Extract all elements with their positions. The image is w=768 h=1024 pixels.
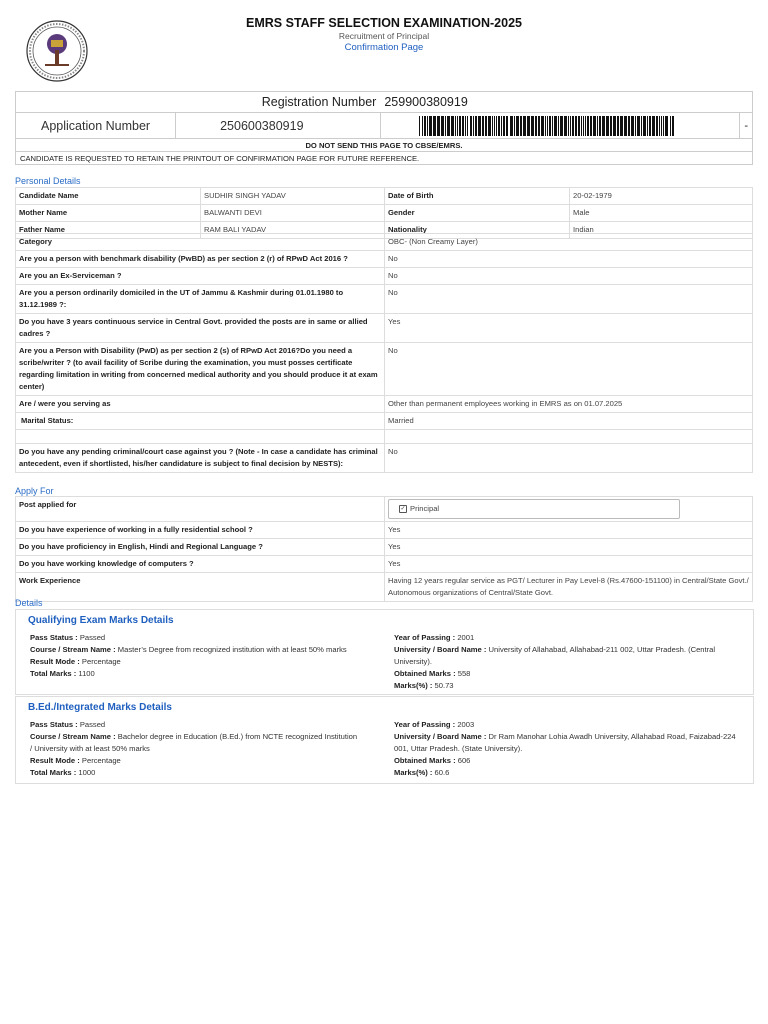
barcode-dash: - bbox=[740, 113, 753, 139]
residential-school-question: Do you have experience of working in a fully residential school ? bbox=[16, 522, 385, 539]
exam-title: EMRS STAFF SELECTION EXAMINATION-2025 bbox=[246, 16, 522, 30]
qualifying-exam-title: Qualifying Exam Marks Details bbox=[28, 615, 174, 626]
bed-marks-box bbox=[15, 696, 754, 784]
retain-printout-notice: CANDIDATE IS REQUESTED TO RETAIN THE PRINTOUT OF CONFIRMATION PAGE FOR FUTURE REFERENCE. bbox=[16, 152, 753, 165]
confirmation-page-title: Confirmation Page bbox=[344, 42, 424, 53]
nationality-value: Indian bbox=[570, 222, 753, 239]
jk-domicile-answer: No bbox=[385, 285, 753, 314]
central-service-question: Do you have 3 years continuous service in Central Govt. provided the posts are in same or allied cadres ? bbox=[16, 314, 385, 343]
application-number-label: Application Number bbox=[16, 113, 176, 139]
criminal-case-question: Do you have any pending criminal/court case against you ? (Note - In case a candidate has criminal antecedent, even if shortlisted, his/her candidature is subject to final decision by NESTS): bbox=[16, 444, 385, 473]
bed-right-col bbox=[394, 719, 744, 779]
pwbd-question: Are you a person with benchmark disability (PwBD) as per section 2 (r) of RPwD Act 2016 ? bbox=[16, 251, 385, 268]
total-marks-value: 1000 bbox=[78, 768, 96, 777]
percentage-value: 60.6 bbox=[434, 768, 450, 777]
computer-knowledge-question: Do you have working knowledge of computers ? bbox=[16, 556, 385, 573]
pwbd-answer: No bbox=[385, 251, 753, 268]
spacer-cell bbox=[385, 430, 753, 444]
candidate-name-value: SUDHIR SINGH YADAV bbox=[201, 188, 385, 205]
checkbox-checked-icon[interactable]: ✓ bbox=[400, 506, 406, 512]
ex-serviceman-question: Are you an Ex-Serviceman ? bbox=[16, 268, 385, 285]
year-value: 2001 bbox=[457, 633, 475, 642]
personal-details-heading: Personal Details bbox=[15, 176, 81, 186]
details-heading: Details bbox=[15, 598, 43, 608]
criminal-case-answer: No bbox=[385, 444, 753, 473]
year-label: Year of Passing : bbox=[394, 633, 456, 642]
gender-value: Male bbox=[570, 205, 753, 222]
pass-status-label: Pass Status : bbox=[30, 720, 78, 729]
barcode-cell bbox=[380, 113, 739, 139]
obtained-marks-label: Obtained Marks : bbox=[394, 669, 456, 678]
do-not-send-notice: DO NOT SEND THIS PAGE TO CBSE/EMRS. bbox=[16, 139, 753, 152]
qualifying-exam-box bbox=[15, 609, 754, 695]
pass-status-label: Pass Status : bbox=[30, 633, 78, 642]
pass-status-value: Passed bbox=[79, 720, 106, 729]
year-value: 2003 bbox=[457, 720, 475, 729]
serving-as-answer: Other than permanent employees working in EMRS as on 01.07.2025 bbox=[385, 396, 753, 413]
percentage-label: Marks(%) : bbox=[394, 768, 433, 777]
marital-status-value: Married bbox=[385, 413, 753, 430]
category-value: OBC- (Non Creamy Layer) bbox=[385, 234, 753, 251]
personal-questions-table bbox=[15, 233, 753, 473]
result-mode-value: Percentage bbox=[81, 657, 121, 666]
course-value: Bachelor degree in Education (B.Ed.) from NCTE recognized Institution / University with at least 50% marks bbox=[30, 732, 358, 753]
post-applied-value: Principal bbox=[410, 504, 440, 513]
scribe-answer: No bbox=[385, 343, 753, 396]
ex-serviceman-answer: No bbox=[385, 268, 753, 285]
mother-name-value: BALWANTI DEVI bbox=[201, 205, 385, 222]
spacer-cell bbox=[16, 430, 385, 444]
bed-left-col bbox=[30, 719, 360, 779]
central-service-answer: Yes bbox=[385, 314, 753, 343]
computer-knowledge-answer: Yes bbox=[385, 556, 753, 573]
gender-label: Gender bbox=[385, 205, 570, 222]
course-label: Course / Stream Name : bbox=[30, 645, 116, 654]
dob-value: 20-02-1979 bbox=[570, 188, 753, 205]
pass-status-value: Passed bbox=[79, 633, 106, 642]
registration-number-value: 259900380919 bbox=[380, 92, 752, 113]
qualifying-right-col bbox=[394, 632, 744, 692]
university-label: University / Board Name : bbox=[394, 732, 487, 741]
result-mode-label: Result Mode : bbox=[30, 756, 80, 765]
total-marks-value: 1100 bbox=[78, 669, 95, 678]
result-mode-value: Percentage bbox=[81, 756, 121, 765]
language-proficiency-question: Do you have proficiency in English, Hindi and Regional Language ? bbox=[16, 539, 385, 556]
serving-as-question: Are / were you serving as bbox=[16, 396, 385, 413]
category-label: Category bbox=[16, 234, 385, 251]
apply-for-heading: Apply For bbox=[15, 486, 54, 496]
bed-marks-title: B.Ed./Integrated Marks Details bbox=[28, 702, 172, 713]
father-name-label: Father Name bbox=[16, 222, 201, 239]
percentage-label: Marks(%) : bbox=[394, 681, 433, 690]
marital-status-label: Marital Status: bbox=[16, 413, 385, 430]
course-label: Course / Stream Name : bbox=[30, 732, 116, 741]
obtained-marks-value: 558 bbox=[457, 669, 471, 678]
total-marks-label: Total Marks : bbox=[30, 669, 77, 678]
work-experience-value: Having 12 years regular service as PGT/ Lecturer in Pay Level-8 (Rs.47600-151100) in Central/State Govt./ Autonomous organizations of Central/State Govt. bbox=[385, 573, 753, 602]
apply-for-table bbox=[15, 496, 753, 602]
year-label: Year of Passing : bbox=[394, 720, 456, 729]
candidate-name-label: Candidate Name bbox=[16, 188, 201, 205]
father-name-value: RAM BALI YADAV bbox=[201, 222, 385, 239]
dob-label: Date of Birth bbox=[385, 188, 570, 205]
personal-basic-table bbox=[15, 187, 753, 239]
course-value: Master’s Degree from recognized institution with at least 50% marks bbox=[117, 645, 347, 654]
university-value: University of Allahabad, Allahabad-211 002, Uttar Pradesh. (Central University). bbox=[394, 645, 716, 666]
university-label: University / Board Name : bbox=[394, 645, 487, 654]
work-experience-label: Work Experience bbox=[16, 573, 385, 602]
total-marks-label: Total Marks : bbox=[30, 768, 77, 777]
post-applied-label: Post applied for bbox=[16, 497, 385, 522]
jk-domicile-question: Are you a person ordinarily domiciled in the UT of Jammu & Kashmir during 01.01.1980 to 31.12.1989 ?: bbox=[16, 285, 385, 314]
residential-school-answer: Yes bbox=[385, 522, 753, 539]
mother-name-label: Mother Name bbox=[16, 205, 201, 222]
university-value: Dr Ram Manohar Lohia Awadh University, Allahabad Road, Faizabad-224 001, Uttar Pradesh. (State University). bbox=[394, 732, 736, 753]
application-number-value: 250600380919 bbox=[176, 113, 381, 139]
registration-table bbox=[15, 91, 753, 165]
post-applied-cell bbox=[385, 497, 753, 522]
percentage-value: 50.73 bbox=[434, 681, 454, 690]
barcode-icon bbox=[419, 116, 677, 136]
registration-number-label: Registration Number bbox=[16, 92, 381, 113]
nationality-label: Nationality bbox=[385, 222, 570, 239]
scribe-question: Are you a Person with Disability (PwD) as per section 2 (s) of RPwD Act 2016?Do you need a scribe/writer ? (to avail facility of Scribe during the examination, you must posses certificate regarding limitation in writing from concerned medical authority and you should produce it at exam center) bbox=[16, 343, 385, 396]
obtained-marks-value: 606 bbox=[457, 756, 471, 765]
post-applied-box bbox=[388, 499, 680, 519]
qualifying-left-col bbox=[30, 632, 350, 680]
language-proficiency-answer: Yes bbox=[385, 539, 753, 556]
recruitment-subtitle: Recruitment of Principal bbox=[338, 31, 430, 41]
obtained-marks-label: Obtained Marks : bbox=[394, 756, 456, 765]
result-mode-label: Result Mode : bbox=[30, 657, 80, 666]
